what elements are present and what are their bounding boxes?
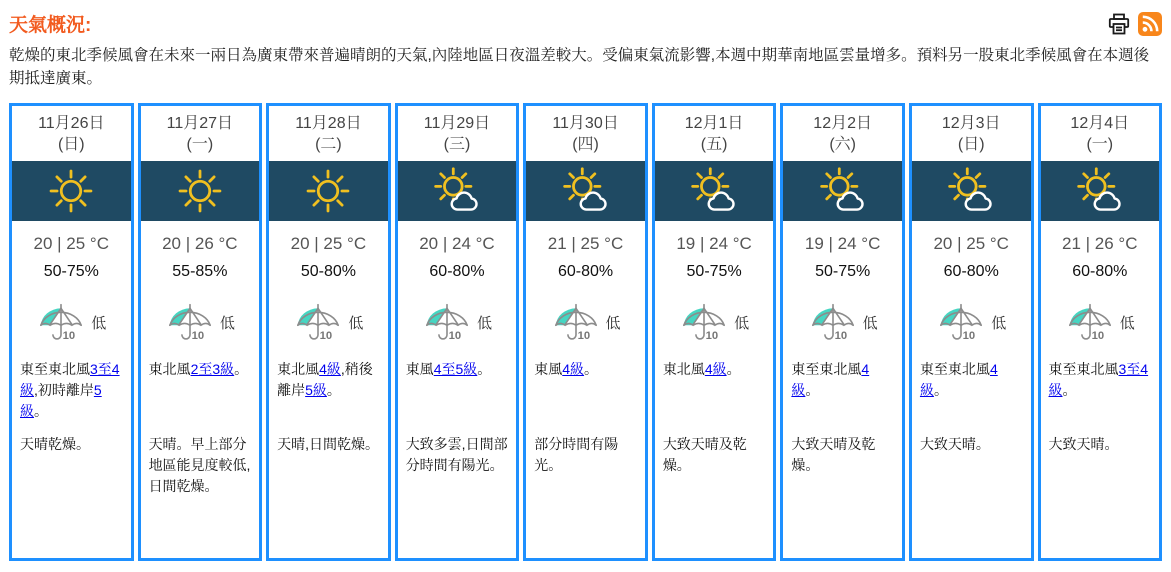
psr-level: 低: [991, 314, 1007, 332]
psr-umbrella-icon: [36, 302, 86, 342]
wind-force-link[interactable]: 4級: [319, 361, 341, 377]
wind-description: [912, 359, 1031, 423]
psr-umbrella-icon: [551, 302, 601, 342]
wind-description: [141, 359, 260, 423]
temperature-range: 19 | 24 °C: [804, 234, 881, 253]
sunny-intervals-icon: [943, 165, 999, 217]
forecast-date: 12月1日: [684, 115, 744, 132]
sunny-intervals-icon: [686, 165, 742, 217]
wind-text-segment: 。: [584, 361, 599, 377]
weather-description: 天晴乾燥。: [20, 436, 90, 452]
header-icons: [1107, 6, 1162, 36]
forecast-weekday: (日): [957, 136, 985, 153]
forecast-day-card: [652, 103, 777, 561]
humidity-range: 60-80%: [943, 263, 999, 280]
date-block: [526, 106, 645, 161]
sunny-icon: [45, 165, 97, 217]
psr-umbrella-icon: [422, 302, 472, 342]
wind-text-segment: 東北風: [277, 361, 320, 377]
wind-force-link[interactable]: 4級: [791, 361, 870, 398]
date-block: [269, 106, 388, 161]
psr-umbrella-icon: [679, 302, 729, 342]
wind-force-link[interactable]: 2至3級: [190, 361, 235, 377]
psr-umbrella-icon: [1065, 302, 1115, 342]
weather-description: 大致多雲,日間部分時間有陽光。: [405, 436, 508, 473]
svg-text:10: 10: [962, 329, 976, 342]
wind-force-link[interactable]: 4級: [919, 361, 998, 398]
psr-level: 低: [734, 314, 750, 332]
temperature-range: 21 | 25 °C: [547, 234, 624, 253]
weather-icon-band: [398, 161, 517, 221]
psr-level: 低: [862, 314, 878, 332]
humidity-range: 50-75%: [815, 263, 871, 280]
weather-description: 大致天晴。: [919, 436, 990, 452]
wind-description: [398, 359, 517, 423]
wind-text-segment: 。: [326, 382, 341, 398]
wind-text-segment: 東風: [534, 361, 563, 377]
svg-text:10: 10: [705, 329, 719, 342]
psr-level: 低: [348, 314, 364, 332]
psr-level: 低: [605, 314, 621, 332]
forecast-day-card: [266, 103, 391, 561]
forecast-weekday: (二): [315, 136, 342, 153]
forecast-date: 12月2日: [813, 115, 872, 132]
psr-umbrella-icon: [936, 302, 986, 342]
date-block: [1041, 106, 1160, 161]
forecast-date: 11月27日: [166, 115, 234, 132]
temperature-range: 20 | 26 °C: [162, 234, 238, 253]
psr-level: 低: [219, 314, 235, 332]
forecast-date: 12月3日: [941, 115, 1001, 132]
weather-summary-text: 乾燥的東北季候風會在未來一兩日為廣東帶來普遍晴朗的天氣,內陸地區日夜溫差較大。受偏東氣流影響,本週中期華南地區雲量增多。預料另一股東北季候風會在本週後期抵達廣東。: [9, 47, 1150, 87]
svg-text:10: 10: [320, 329, 333, 342]
forecast-date: 11月28日: [295, 115, 362, 132]
svg-text:10: 10: [1091, 329, 1104, 342]
psr-level: 低: [91, 314, 107, 332]
weather-description: 部分時間有陽光。: [534, 436, 619, 473]
svg-text:10: 10: [62, 329, 76, 342]
psr-row: [783, 300, 902, 344]
forecast-date: 11月26日: [38, 115, 105, 132]
forecast-date: 11月30日: [552, 115, 619, 132]
wind-description: [269, 359, 388, 423]
weather-description: 大致天晴及乾燥。: [662, 436, 747, 473]
wind-text-segment: 東至東北風: [20, 361, 90, 377]
weather-icon-band: [655, 161, 774, 221]
weather-description: 大致天晴及乾燥。: [791, 436, 876, 473]
temperature-range: 20 | 25 °C: [290, 234, 367, 253]
wind-force-link[interactable]: 5級: [20, 382, 102, 419]
weather-description: 大致天晴。: [1048, 436, 1119, 452]
sunny-icon: [174, 165, 226, 217]
weather-description: 天晴,日間乾燥。: [277, 436, 380, 452]
wind-text-segment: 東風: [405, 361, 434, 377]
svg-text:10: 10: [577, 329, 590, 342]
psr-umbrella-icon: [293, 302, 343, 342]
temperature-range: 20 | 25 °C: [33, 234, 110, 253]
forecast-weekday: (一): [186, 136, 214, 153]
psr-umbrella-icon: [808, 302, 858, 342]
nine-day-forecast-cards: [9, 103, 1162, 561]
forecast-day-card: [780, 103, 905, 561]
weather-icon-band: [783, 161, 902, 221]
wind-text-segment: ,初時離岸: [34, 382, 94, 398]
wind-text-segment: 東至東北風: [791, 361, 862, 377]
temperature-range: 19 | 24 °C: [676, 234, 752, 253]
weather-icon-band: [1041, 161, 1160, 221]
wind-force-link[interactable]: 4至5級: [433, 361, 478, 377]
psr-level: 低: [1119, 314, 1135, 332]
psr-row: [912, 300, 1031, 344]
svg-text:10: 10: [448, 329, 462, 342]
forecast-day-card: [138, 103, 263, 561]
wind-force-link[interactable]: 3至4級: [20, 361, 120, 398]
forecast-weekday: (日): [57, 136, 85, 153]
sunny-intervals-icon: [815, 165, 871, 217]
header-row: [9, 6, 1162, 37]
forecast-day-card: [523, 103, 648, 561]
forecast-day-card: [9, 103, 134, 561]
date-block: [912, 106, 1031, 161]
wind-description: [526, 359, 645, 423]
weather-icon-band: [141, 161, 260, 221]
sunny-icon: [302, 165, 354, 217]
sunny-intervals-icon: [429, 165, 485, 217]
wind-text-segment: 。: [726, 361, 741, 377]
page-title: 天氣概況:: [9, 15, 92, 36]
wind-text-segment: 東至東北風: [919, 361, 990, 377]
temperature-range: 21 | 26 °C: [1062, 234, 1138, 253]
wind-text-segment: 東至東北風: [1048, 361, 1119, 377]
date-block: [12, 106, 131, 161]
wind-description: [783, 359, 902, 423]
psr-row: [526, 300, 645, 344]
weather-icon-band: [526, 161, 645, 221]
rss-icon[interactable]: [1138, 12, 1162, 36]
svg-text:10: 10: [191, 329, 205, 342]
psr-row: [141, 300, 260, 344]
psr-row: [1041, 300, 1160, 344]
wind-text-segment: 東北風: [662, 361, 705, 377]
forecast-weekday: (三): [443, 136, 471, 153]
wind-description: [12, 359, 131, 423]
forecast-weekday: (六): [829, 136, 856, 153]
forecast-day-card: [909, 103, 1034, 561]
psr-level: 低: [476, 314, 492, 332]
temperature-range: 20 | 25 °C: [933, 234, 1009, 253]
sunny-intervals-icon: [1072, 165, 1128, 217]
forecast-date: 12月4日: [1070, 115, 1130, 132]
psr-row: [655, 300, 774, 344]
wind-force-link[interactable]: 4級: [562, 361, 585, 377]
wind-force-link[interactable]: 5級: [305, 382, 327, 398]
date-block: [398, 106, 517, 161]
humidity-range: 60-80%: [557, 263, 614, 280]
wind-force-link[interactable]: 4級: [704, 361, 727, 377]
psr-row: [12, 300, 131, 344]
wind-text-segment: 。: [477, 361, 492, 377]
wind-text-segment: 東北風: [148, 361, 191, 377]
date-block: [783, 106, 902, 161]
print-icon[interactable]: [1107, 12, 1131, 36]
wind-text-segment: 。: [933, 382, 948, 398]
date-block: [141, 106, 260, 161]
forecast-day-card: [395, 103, 520, 561]
wind-description: [1041, 359, 1160, 423]
forecast-day-card: [1038, 103, 1163, 561]
humidity-range: 55-85%: [172, 263, 228, 280]
forecast-date: 11月29日: [423, 115, 491, 132]
humidity-range: 50-75%: [686, 263, 742, 280]
humidity-range: 60-80%: [429, 263, 485, 280]
forecast-weekday: (四): [572, 136, 599, 153]
psr-row: [269, 300, 388, 344]
temperature-range: 20 | 24 °C: [419, 234, 495, 253]
wind-text-segment: ,稍後離岸: [277, 361, 373, 398]
sunny-intervals-icon: [558, 165, 614, 217]
wind-text-segment: 。: [34, 403, 48, 419]
forecast-weekday: (五): [700, 136, 728, 153]
wind-force-link[interactable]: 3至4級: [1048, 361, 1149, 398]
weather-icon-band: [912, 161, 1031, 221]
wind-text-segment: 。: [234, 361, 249, 377]
wind-text-segment: 。: [805, 382, 820, 398]
humidity-range: 50-75%: [43, 263, 99, 280]
forecast-weekday: (一): [1086, 136, 1114, 153]
humidity-range: 60-80%: [1072, 263, 1128, 280]
wind-text-segment: 。: [1062, 382, 1077, 398]
svg-text:10: 10: [834, 329, 847, 342]
psr-umbrella-icon: [165, 302, 215, 342]
humidity-range: 50-80%: [300, 263, 356, 280]
date-block: [655, 106, 774, 161]
wind-description: [655, 359, 774, 423]
weather-description: 天晴。早上部分地區能見度較低,日間乾燥。: [148, 436, 251, 494]
psr-row: [398, 300, 517, 344]
weather-icon-band: [269, 161, 388, 221]
weather-icon-band: [12, 161, 131, 221]
